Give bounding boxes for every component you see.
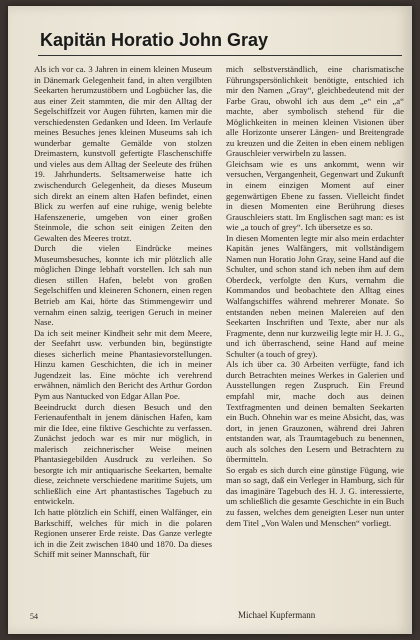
paragraph: mich selbstverständlich, eine charismatische Führungspersönlichkeit benötigte, entschied ich mir den Namen „Gray“, gleichbedeutend mit der Farbe Grau, obwohl ich aus dem „e“ ein „a“ machte, aber symbolisch stehend für die Möglichkeiten in meinen kleinen Visionen über alle Horizonte unserer Längen- und Breitengrade zu kreuzen und die Zeiten in eben einem nebligen Grauschleier verwirbeln zu lassen. [226,64,404,159]
paragraph: Durch die vielen Eindrücke meines Museumsbesuches, konnte ich mir plötzlich alle möglichen Dinge lebhaft vorstellen. Ich sah nun diesen stillen Hafen, belebt von großen Segelschiffen und kleineren Schonern, einen regen Betrieb am Kai, hörte das Stimmengewirr und vernahm einen salzig, teerigen Geruch in meiner Nase. [34,243,212,328]
chapter-title: Kapitän Horatio John Gray [40,30,269,50]
title-divider [38,55,402,56]
book-page [8,6,412,634]
paragraph: Beeindruckt durch diesen Besuch und den Ferienaufenthalt in jenem dänischen Hafen, kam mir die Idee, eine fiktive Geschichte zu verfassen. Zunächst jedoch war es mir nur möglich, in malerisch zeichnerischer Weise meinen Phantasiegebilden Ausdruck zu verleihen. So besorgte ich mir antiquarische Seekarten, bemalte diese, zeichnete verschiedene maritime Sujets, um schließlich eine Art phantastisches Tagebuch zu entwickeln. [34,401,212,507]
left-column [34,64,212,560]
author-signature: Michael Kupfermann [238,610,316,620]
paragraph: Als ich über ca. 30 Arbeiten verfügte, fand ich durch Betrachten meines Werkes in Galerien und Ausstellungen regen Zuspruch. Ein Freund empfahl mir, mache doch aus deinen Textfragmenten und deinen bemalten Seekarten ein Buch. Ohnehin war es meine Absicht, das, was dort, in jenen Grauzonen, während drei Jahren entstanden war, als Traumtagebuch zu benennen, auch als solches den Lesern und Betrachtern zu übermitteln. [226,359,404,465]
page-number: 54 [30,612,38,621]
right-column [226,64,404,528]
paragraph: Da ich seit meiner Kindheit sehr mit dem Meere, der Seefahrt usw. verbunden bin, begünstigte dieses sicherlich meine Phantasievorstellungen. Hinzu kamen Geschichten, die ich in meiner Jugendzeit las. Eine möchte ich verehrend erwähnen, nämlich den Bericht des Arthur Gordon Pym aus Nantucked von Edgar Allan Poe. [34,327,212,401]
paragraph: So ergab es sich durch eine günstige Fügung, wie man so sagt, daß ein Verleger in Hamburg, sich für das imaginäre Tagebuch des H. J. G. interessierte, um schließlich die gesamte Geschichte in ein Buch zu fassen, welches dem geneigten Leser nun unter dem Titel „Von Walen und Menschen“ vorliegt. [226,464,404,528]
paragraph: Als ich vor ca. 3 Jahren in einem kleinen Museum in Dänemark Gelegenheit fand, in alten vergilbten Seekarten herumzustöbern und Logbücher las, die aus einer Zeit stammten, die mir den Alltag der Segelschiffzeit vor Augen führten, kamen mir die verschiedensten Gedanken und Ideen. Im Verlaufe meines Besuches jenes kleinen Museums sah ich wunderbar gemalte Gemälde von stolzen Dreimastern, kunstvoll gefertigte Flaschenschiffe und vieles aus dem Alltag der Seeleute des frühen 19. Jahrhunderts. Seltsamerweise hatte ich zwischendurch Gelegenheit, da dieses Museum sich direkt an einem alten Hafen befindet, einen Blick zu werfen auf eine ruhige, wenig belebte Hafenszenerie, umgeben von einer großen Steinmole, die schon seit einigen Zeiten den Gewalten des Meeres trotzt. [34,64,212,243]
paragraph: In diesen Momenten legte mir also mein erdachter Kapitän jenes Walfängers, mit vollständigem Namen nun Horatio John Gray, seine Hand auf die Schulter, und schon stand ich neben ihm auf dem Oberdeck, verfolgte den Kurs, vernahm die Kommandos und beobachtete den Alltag eines Walfangschiffes während mehrerer Monate. So entstanden neben meinen Malereien auf den Seekarten Inschriften und Texte, aber nur als Fragmente, denn nur kurzweilig legte mir H. J. G., und ich überraschend, seine Hand auf meine Schulter (a touch of grey). [226,232,404,359]
paragraph: Ich hatte plötzlich ein Schiff, einen Walfänger, ein Barkschiff, welches für mich in die polaren Regionen unserer Erde reiste. Das Ganze verlegte ich in die Zeit zwischen 1840 und 1870. Da dieses Schiff mit seiner Mannschaft, für [34,506,212,560]
paragraph: Gleichsam wie es uns ankommt, wenn wir versuchen, Vergangenheit, Gegenwart und Zukunft in einem einzigen Moment auf einer gegenwärtigen Ebene zu fassen. Vielleicht findet in diesen Momenten eine Berührung dieses Grauschleiers statt. Im Englischen sagt man: es ist wie „a touch of grey“. Ich übersetze es so. [226,158,404,233]
